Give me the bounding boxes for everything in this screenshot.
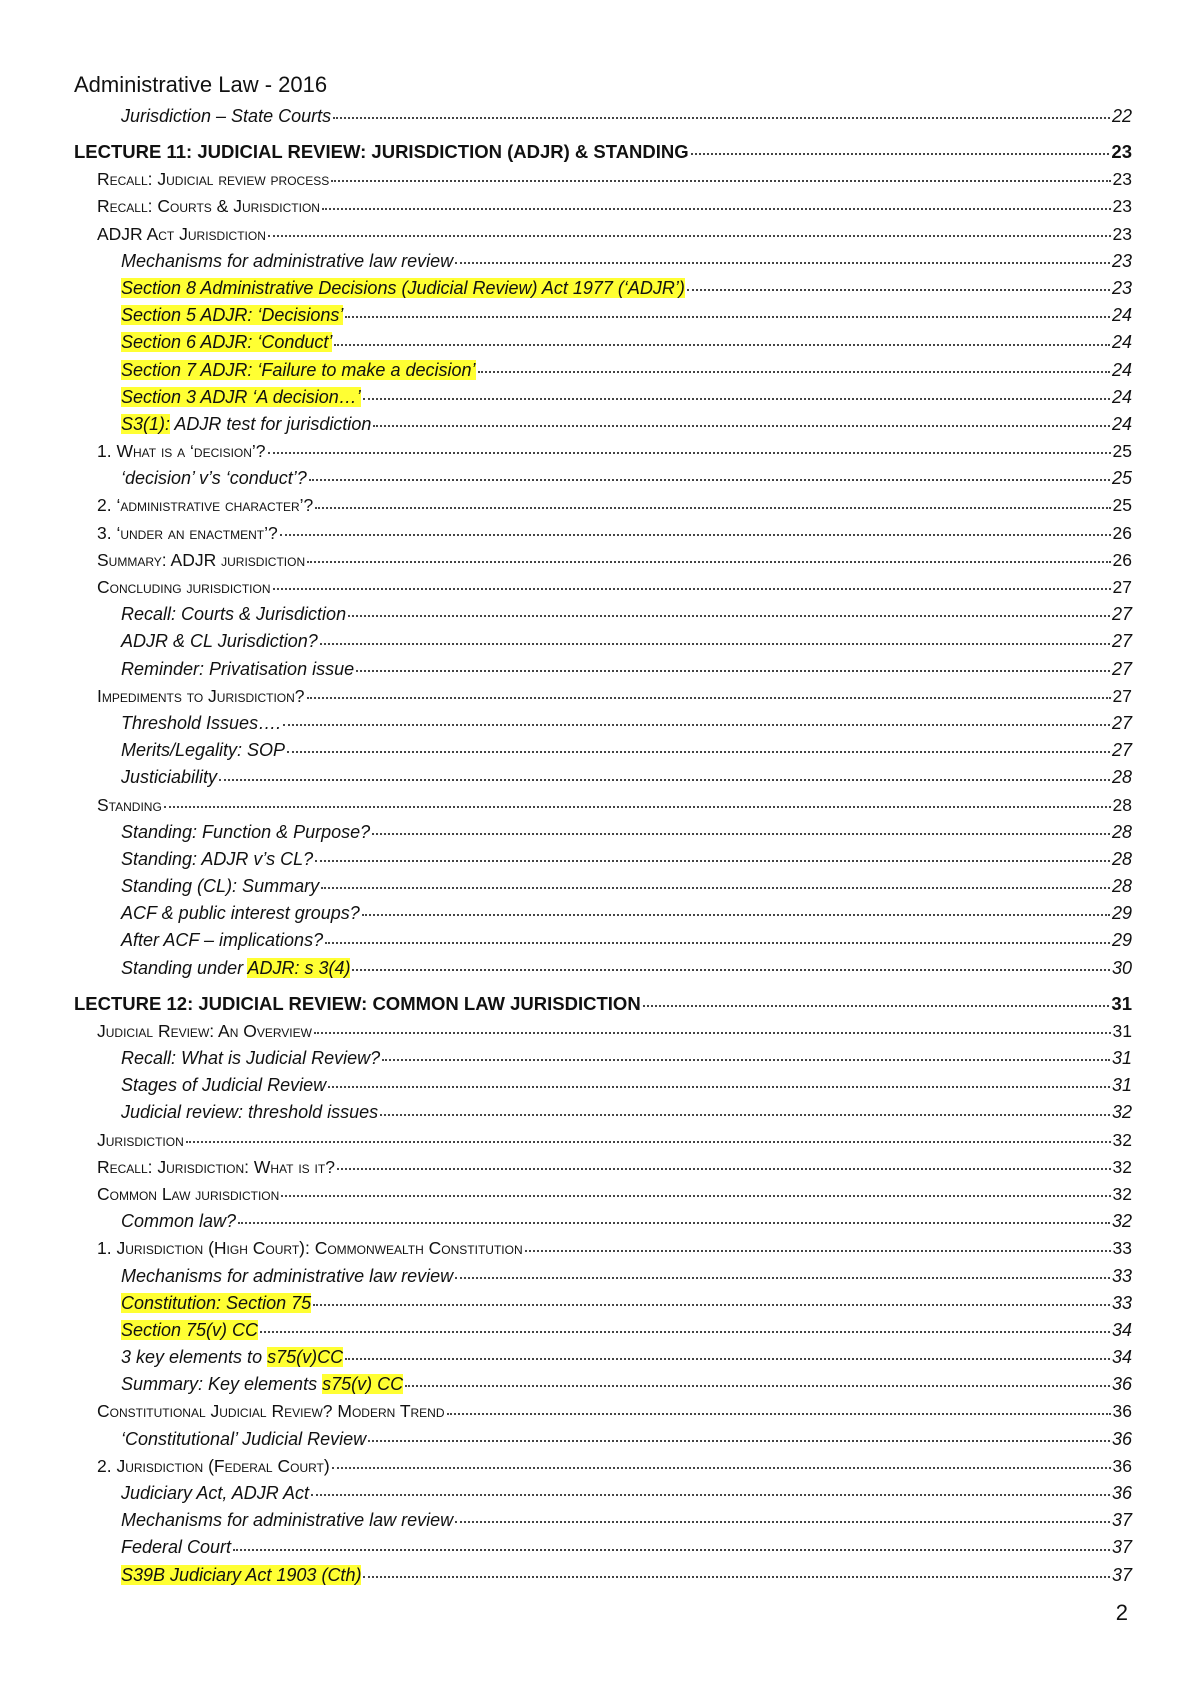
toc-page-number: 28 [1112, 794, 1132, 815]
toc-subsection-entry[interactable] [74, 1371, 1132, 1398]
toc-text: Recall: Courts & Jurisdiction [121, 604, 347, 625]
highlighted-text: S3(1): [121, 413, 171, 434]
toc-page-number: 36 [1111, 1374, 1132, 1395]
toc-text: 1. What is a ‘decision’? [97, 441, 266, 462]
toc-page-number: 28 [1111, 821, 1132, 842]
toc-entry-title [97, 492, 313, 519]
toc-subsection-entry[interactable] [74, 1099, 1132, 1126]
toc-page-number: 25 [1112, 495, 1132, 516]
highlighted-text: s75(v) CC [322, 1374, 404, 1395]
dot-leader [332, 1466, 1111, 1469]
toc-text: LECTURE 12: JUDICIAL REVIEW: COMMON LAW JURISDICTION [74, 992, 641, 1014]
toc-entry-title [121, 103, 331, 130]
toc-page-number: 24 [1111, 413, 1132, 434]
toc-page-number: 23 [1111, 141, 1132, 163]
toc-subsection-entry[interactable] [74, 1534, 1132, 1561]
toc-text: After ACF – implications? [121, 930, 324, 951]
toc-subsection-entry[interactable] [74, 1045, 1132, 1072]
toc-subsection-entry[interactable] [74, 819, 1132, 846]
toc-text: Judicial Review: An Overview [97, 1020, 312, 1041]
toc-text: Recall: Judicial review process [97, 169, 330, 190]
toc-page-number: 23 [1111, 277, 1132, 298]
toc-entry-title [97, 438, 266, 465]
toc-entry-title [121, 1317, 258, 1344]
toc-lecture-heading[interactable] [74, 138, 1132, 166]
dot-leader [345, 315, 1110, 318]
toc-text: 3. ‘under an enactment’? [97, 522, 278, 543]
toc-page-number: 34 [1111, 1319, 1132, 1340]
highlighted-text: ADJR: s 3(4) [247, 957, 351, 978]
toc-subsection-entry[interactable] [74, 384, 1132, 411]
table-of-contents [74, 103, 1132, 1589]
toc-section-entry[interactable] [74, 193, 1132, 220]
toc-page-number: 32 [1112, 1183, 1132, 1204]
toc-section-entry[interactable] [74, 166, 1132, 193]
toc-subsection-entry[interactable] [74, 1562, 1132, 1589]
toc-section-entry[interactable] [74, 1127, 1132, 1154]
toc-page-number: 27 [1111, 658, 1132, 679]
toc-text: Mechanisms for administrative law review [121, 1510, 454, 1531]
dot-leader [348, 614, 1110, 617]
toc-entry-title [121, 1426, 366, 1453]
toc-page-number: 32 [1112, 1129, 1132, 1150]
toc-subsection-entry[interactable] [74, 601, 1132, 628]
toc-subsection-entry[interactable] [74, 764, 1132, 791]
toc-subsection-entry[interactable] [74, 1426, 1132, 1453]
dot-leader [334, 343, 1110, 346]
toc-subsection-entry[interactable] [74, 1072, 1132, 1099]
toc-entry-title [121, 955, 350, 982]
toc-page-number: 24 [1111, 305, 1132, 326]
toc-text: 3 key elements to [121, 1347, 268, 1368]
toc-text: ‘Constitutional’ Judicial Review [121, 1428, 367, 1449]
toc-subsection-entry[interactable] [74, 1208, 1132, 1235]
highlighted-text: Section 7 ADJR: ‘Failure to make a decision’ [121, 359, 476, 380]
toc-text: ADJR Act Jurisdiction [97, 223, 266, 244]
toc-entry-title [121, 302, 343, 329]
toc-page-number: 23 [1112, 223, 1132, 244]
toc-subsection-entry[interactable] [74, 927, 1132, 954]
toc-page-number: 27 [1112, 685, 1132, 706]
toc-section-entry[interactable] [74, 683, 1132, 710]
dot-leader [455, 1276, 1110, 1279]
toc-page-number: 32 [1111, 1211, 1132, 1232]
dot-leader [287, 750, 1110, 753]
toc-subsection-entry[interactable] [74, 357, 1132, 384]
highlighted-text: Section 5 ADJR: ‘Decisions’ [121, 305, 344, 326]
toc-page-number: 36 [1112, 1455, 1132, 1476]
toc-entry-title [121, 275, 685, 302]
toc-entry-title [121, 927, 323, 954]
dot-leader [315, 506, 1110, 509]
toc-text: Summary: ADJR jurisdiction [97, 549, 306, 570]
dot-leader [337, 1167, 1111, 1170]
dot-leader [368, 1439, 1110, 1442]
dot-leader [307, 696, 1111, 699]
dot-leader [311, 1493, 1110, 1496]
toc-text: Standing (CL): Summary [121, 876, 320, 897]
toc-page-number: 32 [1111, 1102, 1132, 1123]
toc-page-number: 24 [1111, 386, 1132, 407]
toc-page-number: 31 [1111, 1048, 1132, 1068]
toc-subsection-entry[interactable] [74, 1344, 1132, 1371]
toc-entry-title [121, 1208, 236, 1235]
toc-entry-title [97, 193, 320, 220]
toc-subsection-entry[interactable] [74, 465, 1132, 492]
dot-leader [372, 832, 1110, 835]
toc-entry-title [121, 656, 354, 683]
toc-entry-title [121, 737, 285, 764]
dot-leader [268, 234, 1111, 237]
toc-entry-title [121, 819, 370, 846]
dot-leader [325, 941, 1110, 944]
toc-entry-title [121, 248, 453, 275]
toc-text: Stages of Judicial Review [121, 1075, 327, 1096]
toc-entry-title [121, 1290, 311, 1317]
page-number: 2 [1115, 1600, 1128, 1625]
toc-section-entry[interactable] [74, 792, 1132, 819]
toc-subsection-entry[interactable] [74, 248, 1132, 275]
toc-page-number: 37 [1111, 1537, 1132, 1558]
toc-subsection-entry[interactable] [74, 1290, 1132, 1317]
toc-subsection-entry[interactable] [74, 737, 1132, 764]
dot-leader [328, 1085, 1110, 1088]
toc-entry-title [121, 384, 361, 411]
toc-entry-title [121, 1263, 453, 1290]
toc-section-entry[interactable] [74, 574, 1132, 601]
toc-page-number: 37 [1111, 1510, 1132, 1531]
dot-leader [405, 1384, 1110, 1387]
dot-leader [447, 1412, 1111, 1415]
toc-section-entry[interactable] [74, 1154, 1132, 1181]
dot-leader [643, 1004, 1110, 1007]
toc-page-number: 37 [1111, 1564, 1132, 1585]
toc-page-number: 36 [1111, 1428, 1132, 1449]
toc-entry-title [121, 329, 332, 356]
dot-leader [283, 723, 1110, 726]
toc-subsection-entry[interactable] [74, 1263, 1132, 1290]
toc-entry-title [121, 1344, 343, 1371]
toc-page-number: 22 [1111, 106, 1132, 126]
toc-text: Judiciary Act, ADJR Act [121, 1483, 310, 1503]
toc-page-number: 23 [1111, 250, 1132, 271]
toc-page-number: 26 [1112, 549, 1132, 570]
dot-leader [313, 1303, 1110, 1306]
toc-text: Reminder: Privatisation issue [121, 658, 355, 679]
toc-entry-title [121, 465, 307, 492]
dot-leader [525, 1249, 1111, 1252]
dot-leader [363, 1575, 1110, 1578]
toc-entry-title [97, 166, 329, 193]
toc-text: Federal Court [121, 1537, 232, 1558]
toc-text: Impediments to Jurisdiction? [97, 685, 305, 706]
toc-text: Recall: Courts & Jurisdiction [97, 196, 320, 217]
toc-section-entry[interactable] [74, 1235, 1132, 1262]
dot-leader [164, 805, 1111, 808]
dot-leader [320, 642, 1110, 645]
dot-leader [280, 533, 1111, 536]
toc-subsection-entry[interactable] [74, 628, 1132, 655]
toc-text: Summary: Key elements [121, 1374, 323, 1395]
toc-text: Jurisdiction [97, 1129, 184, 1150]
dot-leader [309, 478, 1110, 481]
toc-section-entry[interactable] [74, 221, 1132, 248]
toc-text: Constitutional Judicial Review? Modern Trend [97, 1401, 445, 1422]
toc-page-number: 25 [1111, 468, 1132, 489]
toc-page-number: 23 [1112, 169, 1132, 190]
toc-page-number: 24 [1111, 332, 1132, 353]
document-header: Administrative Law - 2016 [74, 72, 328, 97]
toc-page-number: 32 [1112, 1156, 1132, 1177]
toc-subsection-entry[interactable] [74, 1480, 1132, 1507]
toc-subsection-entry[interactable] [74, 710, 1132, 737]
toc-entry-title [97, 1154, 335, 1181]
toc-page-number: 27 [1112, 577, 1132, 597]
toc-section-entry[interactable] [74, 1453, 1132, 1480]
toc-entry-title [121, 1072, 326, 1099]
toc-lecture-heading[interactable] [74, 990, 1132, 1018]
toc-page-number: 23 [1112, 196, 1132, 217]
toc-page-number: 24 [1111, 359, 1132, 380]
toc-entry-title [121, 900, 360, 927]
toc-page-number: 33 [1111, 1265, 1132, 1286]
toc-text: Mechanisms for administrative law review [121, 250, 454, 271]
toc-entry-title [97, 221, 266, 248]
toc-page-number: 36 [1111, 1483, 1132, 1503]
toc-page-number: 33 [1111, 1292, 1132, 1313]
toc-entry-title [121, 710, 281, 737]
highlighted-text: Section 3 ADJR ‘A decision…’ [121, 386, 361, 407]
toc-entry-title [121, 411, 371, 438]
dot-leader [362, 913, 1110, 916]
toc-entry-title [121, 1562, 361, 1589]
toc-section-entry[interactable] [74, 1018, 1132, 1045]
toc-entry-title [97, 792, 162, 819]
dot-leader [307, 560, 1110, 563]
toc-text: ACF & public interest groups? [121, 903, 360, 924]
toc-page-number: 36 [1112, 1401, 1132, 1422]
toc-entry-title [121, 628, 318, 655]
toc-section-entry[interactable] [74, 520, 1132, 547]
toc-section-entry[interactable] [74, 1181, 1132, 1208]
toc-text: Recall: Jurisdiction: What is it? [97, 1156, 335, 1177]
toc-text: 2. Jurisdiction (Federal Court) [97, 1455, 330, 1476]
dot-leader [455, 261, 1110, 264]
dot-leader [186, 1140, 1111, 1143]
toc-entry-title [121, 357, 476, 384]
toc-page-number: 29 [1111, 930, 1132, 951]
toc-section-entry[interactable] [74, 438, 1132, 465]
toc-entry-title [121, 1099, 378, 1126]
toc-text: Standing: ADJR v’s CL? [121, 848, 314, 869]
toc-page-number: 28 [1111, 876, 1132, 897]
toc-section-entry[interactable] [74, 492, 1132, 519]
toc-entry-title [121, 601, 346, 628]
toc-page-number: 31 [1111, 1075, 1132, 1096]
dot-leader [281, 1194, 1110, 1197]
dot-leader [314, 1031, 1111, 1034]
toc-entry-title [121, 764, 217, 791]
dot-leader [352, 968, 1110, 971]
toc-entry-title [97, 1398, 445, 1425]
toc-page-number: 34 [1111, 1347, 1132, 1368]
highlighted-text: Constitution: Section 75 [121, 1292, 312, 1313]
toc-text: LECTURE 11: JUDICIAL REVIEW: JURISDICTION (ADJR) & STANDING [74, 141, 689, 163]
dot-leader [260, 1330, 1110, 1333]
toc-page-number: 27 [1111, 631, 1132, 652]
toc-entry-title [121, 1045, 380, 1072]
toc-text: 1. Jurisdiction (High Court): Commonwealth Constitution [97, 1238, 523, 1259]
toc-text: Jurisdiction – State Courts [121, 106, 332, 126]
toc-page-number: 31 [1111, 992, 1132, 1014]
toc-entry-title [74, 990, 641, 1018]
dot-leader [363, 397, 1110, 400]
toc-entry-title [97, 1235, 523, 1262]
dot-leader [238, 1221, 1110, 1224]
toc-subsection-entry[interactable] [74, 1507, 1132, 1534]
dot-leader [219, 778, 1110, 781]
toc-entry-title [97, 520, 278, 547]
toc-entry-title [121, 1371, 403, 1398]
toc-text: ‘decision’ v’s ‘conduct’? [121, 468, 307, 489]
toc-subsection-entry[interactable] [74, 329, 1132, 356]
toc-text: Judicial review: threshold issues [121, 1102, 379, 1123]
toc-entry-title [97, 1453, 330, 1480]
toc-page-number: 31 [1112, 1020, 1132, 1041]
highlighted-text: Section 75(v) CC [121, 1319, 259, 1340]
toc-entry-title [121, 1507, 453, 1534]
dot-leader [478, 370, 1110, 373]
dot-leader [322, 207, 1111, 210]
toc-subsection-entry[interactable] [74, 873, 1132, 900]
dot-leader [333, 116, 1110, 119]
toc-page-number: 25 [1112, 441, 1132, 462]
toc-text: 2. ‘administrative character’? [97, 495, 314, 516]
dot-leader [233, 1548, 1110, 1551]
toc-page-number: 30 [1111, 957, 1132, 978]
dot-leader [373, 424, 1110, 427]
toc-text: Standing [97, 794, 162, 815]
toc-page-number: 27 [1111, 712, 1132, 733]
toc-subsection-entry[interactable] [74, 1317, 1132, 1344]
toc-text: Common Law jurisdiction [97, 1183, 280, 1204]
toc-text: Concluding jurisdiction [97, 577, 271, 597]
toc-text: Mechanisms for administrative law review [121, 1265, 454, 1286]
toc-text: Threshold Issues…. [121, 712, 282, 733]
toc-subsection-entry[interactable] [74, 411, 1132, 438]
dot-leader [315, 859, 1110, 862]
toc-section-entry[interactable] [74, 547, 1132, 574]
dot-leader [356, 669, 1110, 672]
toc-text: Recall: What is Judicial Review? [121, 1048, 381, 1068]
dot-leader [380, 1113, 1110, 1116]
toc-page-number: 27 [1111, 604, 1132, 625]
toc-text: Merits/Legality: SOP [121, 740, 286, 761]
toc-text: ADJR & CL Jurisdiction? [121, 631, 318, 652]
toc-subsection-entry[interactable] [74, 955, 1132, 982]
toc-entry-title [121, 873, 319, 900]
toc-text: ADJR test for jurisdiction [170, 413, 372, 434]
toc-text: Standing under [121, 957, 248, 978]
toc-entry-title [97, 547, 305, 574]
highlighted-text: S39B Judiciary Act 1903 (Cth) [121, 1564, 362, 1585]
toc-entry-title [97, 574, 271, 601]
toc-entry-title [97, 1127, 184, 1154]
dot-leader [321, 886, 1110, 889]
toc-subsection-entry[interactable] [74, 900, 1132, 927]
toc-entry-title [121, 1480, 309, 1507]
toc-page-number: 29 [1111, 903, 1132, 924]
dot-leader [382, 1058, 1110, 1061]
toc-subsection-entry[interactable] [74, 656, 1132, 683]
highlighted-text: s75(v)CC [267, 1347, 344, 1368]
toc-entry-title [97, 683, 305, 710]
toc-page-number: 33 [1112, 1238, 1132, 1259]
toc-entry-title [121, 1534, 231, 1561]
highlighted-text: Section 8 Administrative Decisions (Judicial Review) Act 1977 (‘ADJR’) [121, 277, 685, 298]
dot-leader [691, 152, 1110, 155]
dot-leader [345, 1357, 1110, 1360]
toc-subsection-entry[interactable] [74, 302, 1132, 329]
toc-text: Common law? [121, 1211, 237, 1232]
toc-subsection-entry[interactable] [74, 103, 1132, 130]
dot-leader [268, 451, 1111, 454]
dot-leader [273, 587, 1111, 590]
toc-subsection-entry[interactable] [74, 846, 1132, 873]
toc-entry-title [97, 1018, 312, 1045]
toc-page-number: 28 [1111, 848, 1132, 869]
toc-entry-title [97, 1181, 279, 1208]
toc-entry-title [74, 138, 689, 166]
toc-section-entry[interactable] [74, 1398, 1132, 1425]
toc-page-number: 26 [1112, 522, 1132, 543]
toc-page-number: 28 [1111, 767, 1132, 788]
toc-text: Justiciability [121, 767, 218, 788]
toc-text: Standing: Function & Purpose? [121, 821, 371, 842]
toc-subsection-entry[interactable] [74, 275, 1132, 302]
dot-leader [331, 179, 1110, 182]
dot-leader [455, 1520, 1110, 1523]
dot-leader [687, 288, 1110, 291]
highlighted-text: Section 6 ADJR: ‘Conduct’ [121, 332, 333, 353]
toc-page-number: 27 [1111, 740, 1132, 761]
toc-entry-title [121, 846, 313, 873]
